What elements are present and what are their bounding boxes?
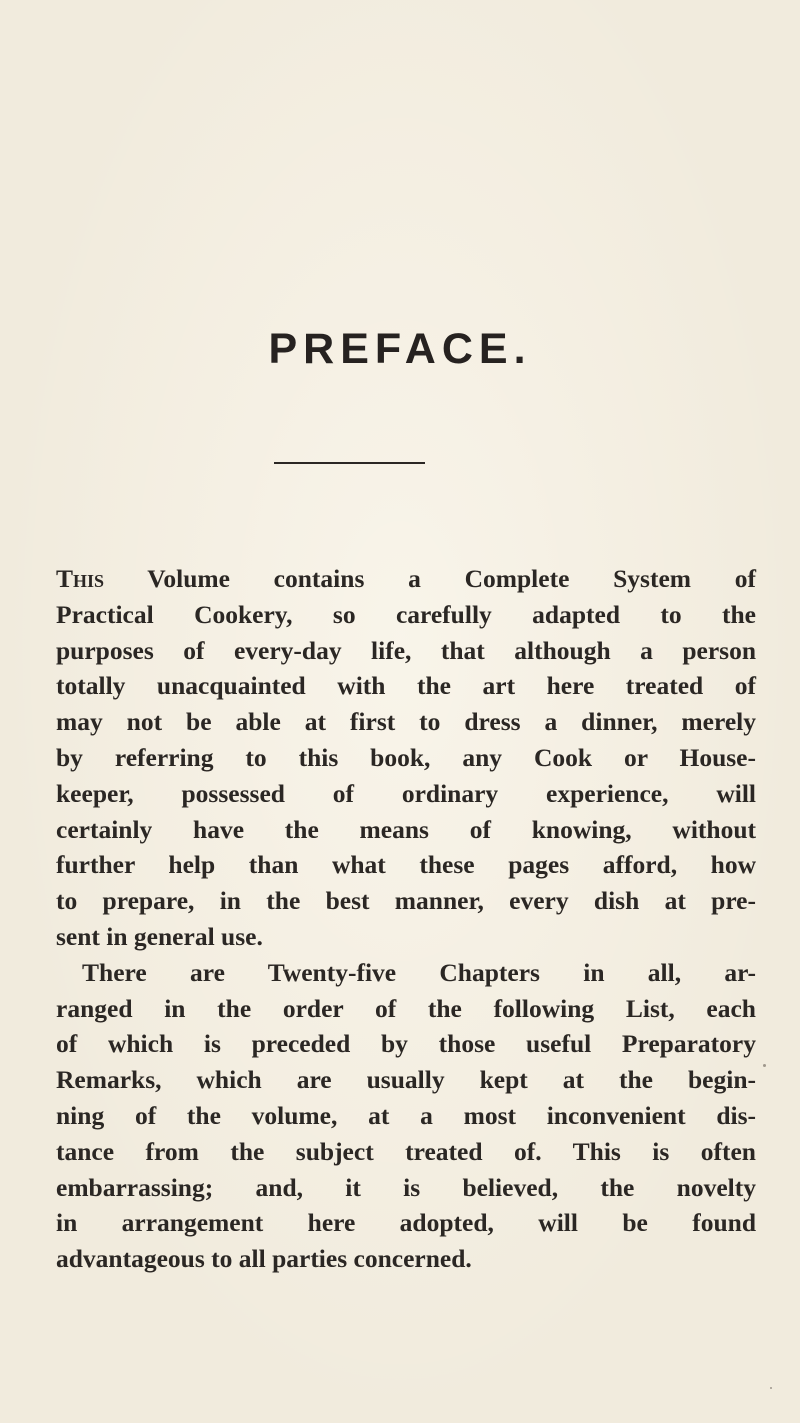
text-line: certainly have the means of knowing, without bbox=[56, 814, 756, 844]
lead-word: This bbox=[56, 564, 105, 593]
text-line: ning of the volume, at a most inconvenient dis- bbox=[56, 1100, 756, 1130]
text-line: in arrangement here adopted, will be found bbox=[56, 1208, 756, 1238]
text-line: may not be able at first to dress a dinner, merely bbox=[56, 707, 756, 737]
text-line: This Volume contains a Complete System of bbox=[56, 564, 756, 593]
text-line: keeper, possessed of ordinary experience, will bbox=[56, 778, 756, 808]
text-line: to prepare, in the best manner, every dish at pre- bbox=[56, 886, 756, 916]
text-line: sent in general use. bbox=[56, 921, 263, 951]
preface-body bbox=[56, 561, 756, 1277]
text-line: further help than what these pages afford, how bbox=[56, 850, 756, 880]
text-line: There are Twenty-five Chapters in all, ar- bbox=[82, 957, 756, 987]
text-line: Remarks, which are usually kept at the begin- bbox=[56, 1065, 756, 1095]
text-line: totally unacquainted with the art here treated of bbox=[56, 671, 756, 701]
title-divider-rule bbox=[274, 462, 425, 464]
text-line: Practical Cookery, so carefully adapted to the bbox=[56, 599, 756, 629]
page-title: PREFACE. bbox=[268, 325, 532, 373]
paper-speck bbox=[763, 1064, 766, 1067]
text-line: ranged in the order of the following List, each bbox=[56, 993, 756, 1023]
text-line: of which is preceded by those useful Preparatory bbox=[56, 1029, 756, 1059]
paper-speck bbox=[770, 1387, 772, 1389]
text-line: embarrassing; and, it is believed, the novelty bbox=[56, 1172, 756, 1202]
text-line: purposes of every-day life, that although a person bbox=[56, 635, 756, 665]
text-line: tance from the subject treated of. This is often bbox=[56, 1136, 756, 1166]
text-line: by referring to this book, any Cook or House- bbox=[56, 742, 756, 772]
text-line: advantageous to all parties concerned. bbox=[56, 1244, 472, 1274]
